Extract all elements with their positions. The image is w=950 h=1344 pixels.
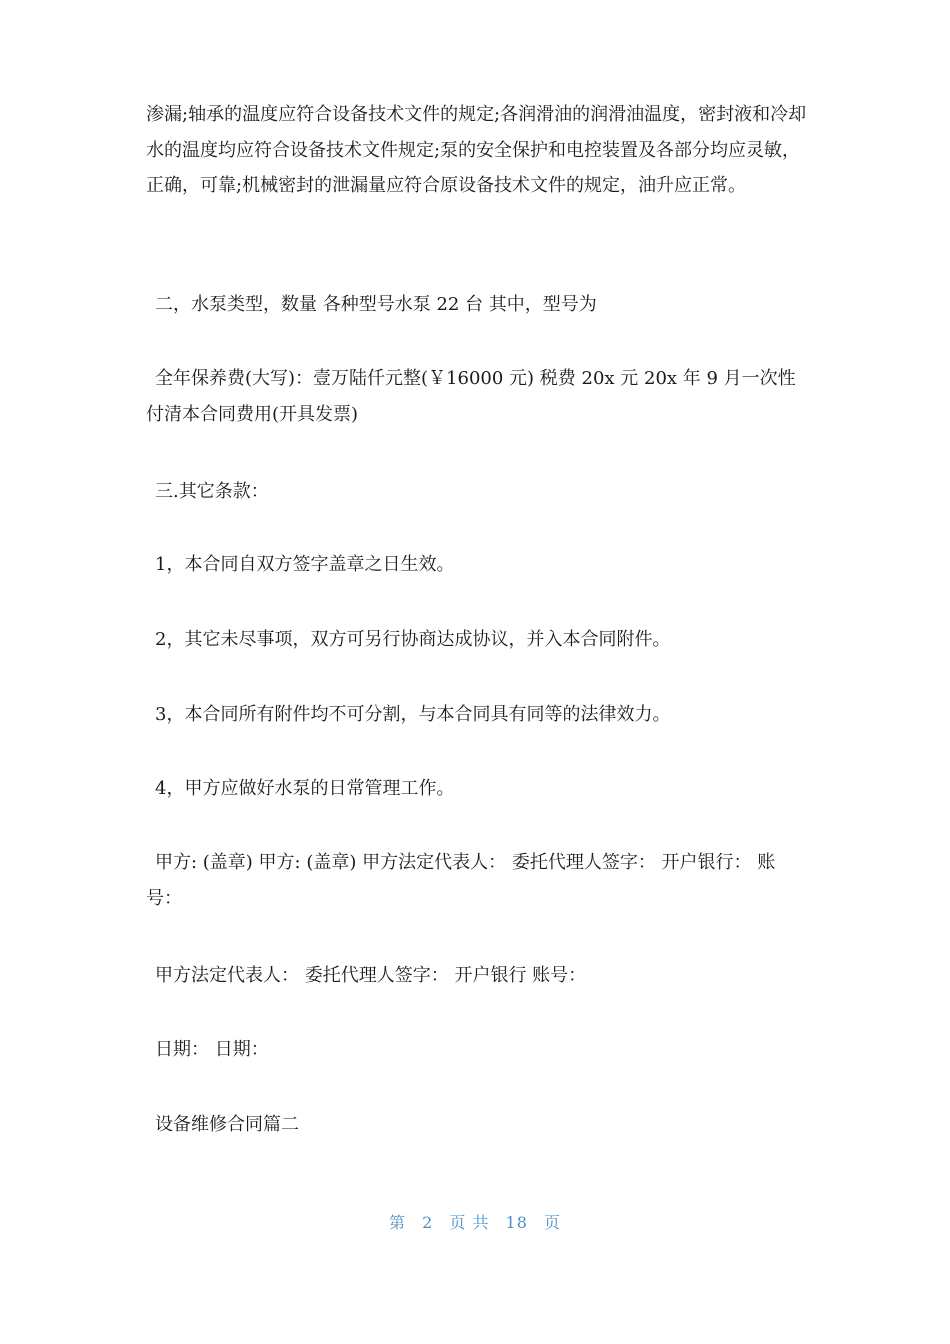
footer-page-number: 2 (422, 1213, 434, 1232)
signature-block-representative: 甲方法定代表人： 委托代理人签字： 开户银行 账号： (155, 965, 587, 986)
footer-total-pages: 18 (505, 1213, 528, 1232)
footer-prefix: 第 (388, 1213, 406, 1232)
clause-3: 3，本合同所有附件均不可分割，与本合同具有同等的法律效力。 (155, 704, 671, 725)
paragraph-maintenance-requirements: 渗漏;轴承的温度应符合设备技术文件的规定;各润滑油的润滑油温度，密封液和冷却水的温度均应符合设备技术文件规定;泵的安全保护和电控装置及各部分均应灵敏，正确，可靠;机械密封的泄漏量应符合原设备技术文件的规定，油升应正常。 (146, 104, 807, 196)
section-title-contract-two: 设备维修合同篇二 (155, 1114, 299, 1135)
clause-1: 1，本合同自双方签字盖章之日生效。 (155, 554, 455, 575)
footer-middle: 页 共 (449, 1213, 490, 1232)
section-heading-other-terms: 三.其它条款： (155, 481, 269, 502)
clause-4: 4，甲方应做好水泵的日常管理工作。 (155, 778, 455, 799)
paragraph-annual-fee: 全年保养费(大写)：壹万陆仟元整(￥16000 元) 税费 20x 元 20x 年 9 月一次性付清本合同费用(开具发票) (146, 368, 796, 425)
page-footer (0, 1210, 950, 1233)
date-line: 日期： 日期： (155, 1039, 269, 1060)
paragraph-pump-type: 二，水泵类型，数量 各种型号水泵 22 台 其中，型号为 (155, 294, 597, 315)
clause-2: 2，其它未尽事项，双方可另行协商达成协议，并入本合同附件。 (155, 629, 671, 650)
footer-suffix: 页 (544, 1213, 562, 1232)
signature-block-party-a: 甲方: (盖章) 甲方: (盖章) 甲方法定代表人： 委托代理人签字： 开户银行： 账号： (146, 852, 776, 909)
